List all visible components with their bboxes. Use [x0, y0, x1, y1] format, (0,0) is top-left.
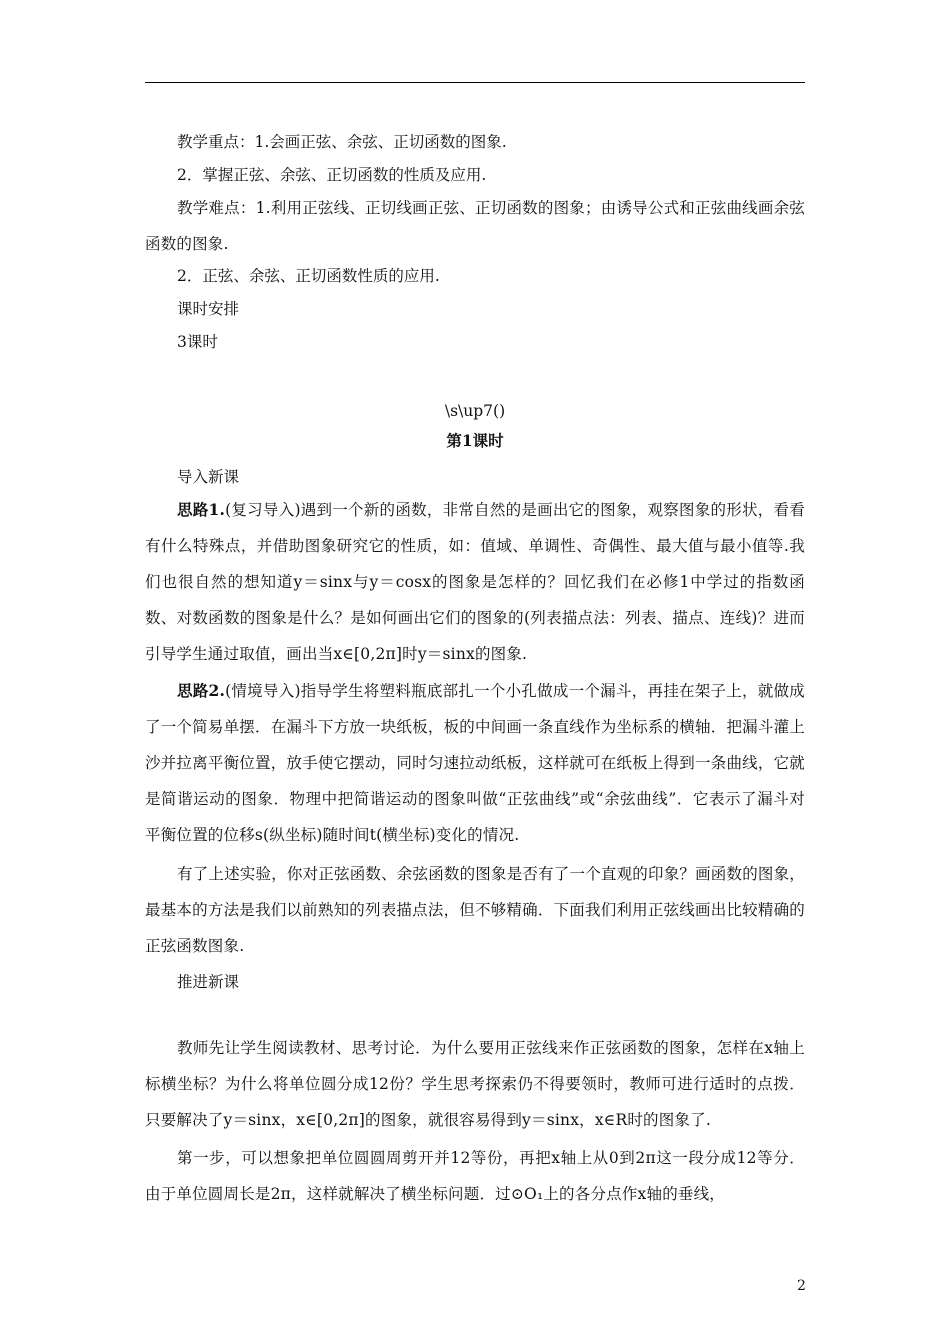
difficulty-2: 2．正弦、余弦、正切函数性质的应用.	[177, 267, 440, 285]
difficulty: 教学难点：1.利用正弦线、正切线画正弦、正切函数的图象；由诱导公式和正弦曲线画余弦函数的图象.	[145, 199, 805, 253]
lesson-title: 第1课时	[446, 431, 504, 450]
key-points-2: 2．掌握正弦、余弦、正切函数的性质及应用.	[177, 166, 487, 184]
page-number: 2	[797, 1278, 806, 1294]
paragraph-3: 有了上述实验，你对正弦函数、余弦函数的图象是否有了一个直观的印象？画函数的图象，最基本的方法是我们以前熟知的列表描点法，但不够精确．下面我们利用正弦线画出比较精确的正弦函数图象.	[145, 865, 806, 955]
key-points: 教学重点：1.会画正弦、余弦、正切函数的图象.	[177, 133, 507, 151]
idea2-paragraph	[145, 673, 805, 853]
intro-label: 导入新课	[177, 468, 240, 486]
field-code: \s\up7()	[444, 402, 506, 420]
paragraph-4: 教师先让学生阅读教材、思考讨论．为什么要用正弦线来作正弦函数的图象，怎样在x轴上标横坐标？为什么将单位圆分成12份？学生思考探索仍不得要领时，教师可进行适时的点拨．只要解决了y＝sinx，x∈[0,2π]的图象，就很容易得到y＝sinx，x∈R时的图象了.	[145, 1039, 805, 1129]
header-rule	[145, 82, 805, 83]
idea1-label: 思路1.	[177, 500, 226, 519]
schedule-value: 3课时	[177, 333, 218, 351]
idea1-paragraph	[145, 492, 805, 672]
schedule-label: 课时安排	[177, 300, 240, 318]
idea2-text: (情境导入)指导学生将塑料瓶底部扎一个小孔做成一个漏斗，再挂在架子上，就做成了一个简易单摆．在漏斗下方放一块纸板，板的中间画一条直线作为坐标系的横轴．把漏斗灌上沙并拉离平衡位置，放手使它摆动，同时匀速拉动纸板，这样就可在纸板上得到一条曲线，它就是简谐运动的图象．物理中把简谐运动的图象叫做“正弦曲线”或“余弦曲线”．它表示了漏斗对平衡位置的位移s(纵坐标)随时间t(横坐标)变化的情况.	[145, 682, 806, 844]
paragraph-5: 第一步，可以想象把单位圆圆周剪开并12等份，再把x轴上从0到2π这一段分成12等分．由于单位圆周长是2π，这样就解决了横坐标问题．过⊙O₁上的各分点作x轴的垂线，	[145, 1149, 805, 1203]
idea1-text: (复习导入)遇到一个新的函数，非常自然的是画出它的图象，观察图象的形状，看看有什么特殊点，并借助图象研究它的性质，如：值域、单调性、奇偶性、最大值与最小值等.我们也很自然的想知道y＝sinx与y＝cosx的图象是怎样的？回忆我们在必修1中学过的指数函数、对数函数的图象是什么？是如何画出它们的图象的(列表描点法：列表、描点、连线)？进而引导学生通过取值，画出当x∈[0,2π]时y＝sinx的图象.	[145, 501, 806, 663]
advance-label: 推进新课	[177, 973, 240, 991]
idea2-label: 思路2.	[177, 681, 226, 700]
